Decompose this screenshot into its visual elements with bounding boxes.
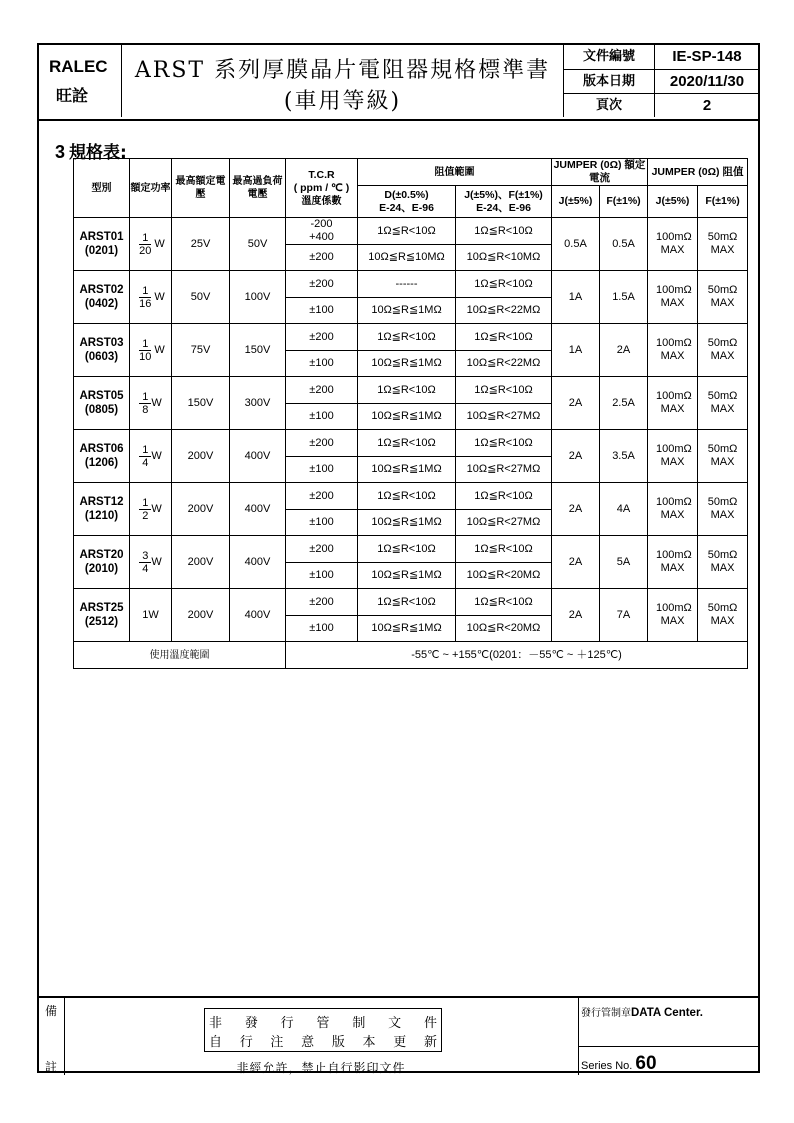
jf-range-cell: 10Ω≦R<27MΩ: [456, 510, 552, 536]
jumper-resistance-j: 100mΩ MAX: [648, 430, 698, 483]
tcr-cell: ±200: [286, 430, 358, 457]
table-row: [74, 271, 748, 298]
power-cell: [130, 536, 172, 589]
model-cell: [74, 430, 130, 483]
col-max-voltage: 最高額定電壓: [172, 159, 230, 218]
tcr-cell: ±200: [286, 245, 358, 271]
spec-table: [73, 158, 748, 669]
table-row: [74, 377, 748, 404]
version-date-value: 2020/11/30: [669, 73, 745, 90]
jf-range-cell: 1Ω≦R<10Ω: [456, 324, 552, 351]
copy-notice: 非經允許，禁止自行影印文件: [236, 1061, 406, 1075]
col-model: 型別: [74, 159, 130, 218]
power-unit: W: [154, 290, 165, 303]
power-fraction: [139, 444, 162, 469]
max-overload-cell: 50V: [230, 218, 286, 271]
tcr-cell: ±200: [286, 324, 358, 351]
series-value: 60: [635, 1053, 657, 1074]
power-fraction: [139, 391, 162, 416]
power-cell: [130, 589, 172, 642]
model-size: (1210): [84, 510, 119, 522]
d-range-cell: 1Ω≦R<10Ω: [358, 430, 456, 457]
d-range-cell: 1Ω≦R<10Ω: [358, 589, 456, 616]
jumper-current-f: 4A: [600, 483, 648, 536]
max-voltage-cell: 200V: [172, 430, 230, 483]
table-row: [74, 218, 748, 245]
meta-page: [564, 93, 760, 117]
model-size: (0402): [84, 298, 119, 310]
jumper-current-f: 5A: [600, 536, 648, 589]
tcr-cell: ±200: [286, 536, 358, 563]
jf-range-cell: 10Ω≦R<22MΩ: [456, 351, 552, 377]
tcr-cell: ±100: [286, 351, 358, 377]
col-jc-f: F(±1%): [600, 186, 648, 218]
d-tol-line1: D(±0.5%): [384, 188, 429, 201]
jf-range-cell: 1Ω≦R<10Ω: [456, 536, 552, 563]
jumper-current-j: 2A: [552, 483, 600, 536]
d-range-cell: 1Ω≦R<10Ω: [358, 218, 456, 245]
model-cell: [74, 589, 130, 642]
model-size: (0201): [84, 245, 119, 257]
issuer-area: [578, 998, 758, 1075]
col-tcr: [286, 159, 358, 218]
tcr-cell: ±100: [286, 563, 358, 589]
jf-range-cell: 1Ω≦R<10Ω: [456, 589, 552, 616]
jumper-resistance-f: 50mΩ MAX: [698, 271, 748, 324]
jumper-current-f: 2.5A: [600, 377, 648, 430]
max-overload-cell: 400V: [230, 589, 286, 642]
tcr-cell: ±100: [286, 298, 358, 324]
doc-no-value: IE-SP-148: [672, 48, 742, 65]
power-denominator: 4: [142, 456, 149, 469]
jf-range-cell: 10Ω≦R<20MΩ: [456, 563, 552, 589]
col-resistance-range: 阻值範圍: [358, 159, 552, 186]
jumper-resistance-f: 50mΩ MAX: [698, 430, 748, 483]
jumper-resistance-f: 50mΩ MAX: [698, 218, 748, 271]
jf-range-cell: 10Ω≦R<22MΩ: [456, 298, 552, 324]
jumper-resistance-j: 100mΩ MAX: [648, 271, 698, 324]
company-name-en: RALEC: [49, 57, 108, 76]
model-name: ARST06: [79, 443, 124, 455]
notice-line-2: 自行注意版本更新: [209, 1035, 437, 1050]
d-range-cell: 1Ω≦R<10Ω: [358, 536, 456, 563]
jumper-resistance-j: 100mΩ MAX: [648, 218, 698, 271]
meta-version-date: [564, 69, 760, 93]
jf-tol-line1: J(±5%)、F(±1%): [464, 188, 543, 201]
jumper-current-f: 3.5A: [600, 430, 648, 483]
col-jr-j: J(±5%): [648, 186, 698, 218]
power-fraction: [136, 285, 165, 310]
section-number: 3: [55, 142, 66, 162]
jumper-resistance-j: 100mΩ MAX: [648, 536, 698, 589]
d-range-cell: 10Ω≦R≦1MΩ: [358, 351, 456, 377]
jf-range-cell: 1Ω≦R<10Ω: [456, 377, 552, 404]
tcr-cell: ±100: [286, 510, 358, 536]
table-row: [74, 589, 748, 616]
max-overload-cell: 100V: [230, 271, 286, 324]
jf-range-cell: 1Ω≦R<10Ω: [456, 483, 552, 510]
remarks-label-bottom: 註: [45, 1060, 58, 1074]
jumper-current-f: 1.5A: [600, 271, 648, 324]
document-subtitle: (車用等級): [283, 89, 402, 114]
model-name: ARST02: [79, 284, 124, 296]
power-denominator: 16: [139, 297, 152, 310]
tcr-cell: ±100: [286, 616, 358, 642]
temp-range-value: -55℃ ~ +155℃(0201：－55℃ ~ ＋125℃): [286, 642, 748, 669]
tcr-label-zh: 溫度係數: [301, 195, 342, 207]
power-fraction: [136, 338, 165, 363]
series-box: [578, 1046, 758, 1075]
jumper-resistance-f: 50mΩ MAX: [698, 377, 748, 430]
jumper-current-f: 0.5A: [600, 218, 648, 271]
jumper-current-j: 0.5A: [552, 218, 600, 271]
tcr-cell: ±100: [286, 404, 358, 430]
power-denominator: 10: [139, 350, 152, 363]
page-label: 頁次: [564, 94, 655, 117]
d-range-cell: 10Ω≦R≦1MΩ: [358, 616, 456, 642]
power-cell: [130, 430, 172, 483]
power-unit: W: [151, 449, 162, 462]
d-range-cell: 10Ω≦R≦1MΩ: [358, 404, 456, 430]
jumper-resistance-f: 50mΩ MAX: [698, 324, 748, 377]
model-cell: [74, 271, 130, 324]
power-cell: [130, 271, 172, 324]
tcr-cell: ±200: [286, 589, 358, 616]
tcr-cell: -200 +400: [286, 218, 358, 245]
jumper-resistance-f: 50mΩ MAX: [698, 483, 748, 536]
jumper-resistance-j: 100mΩ MAX: [648, 324, 698, 377]
model-name: ARST25: [79, 602, 124, 614]
document-meta: [564, 45, 760, 117]
model-size: (1206): [84, 457, 119, 469]
col-max-overload: 最高過負荷電壓: [230, 159, 286, 218]
section-title: 規格表:: [69, 143, 127, 163]
model-cell: [74, 218, 130, 271]
tcr-cell: ±200: [286, 271, 358, 298]
model-name: ARST12: [79, 496, 124, 508]
model-cell: [74, 324, 130, 377]
spec-table-body: [74, 218, 748, 642]
control-notice-box: [204, 1008, 442, 1052]
max-overload-cell: 400V: [230, 483, 286, 536]
document-frame: [37, 43, 760, 1073]
doc-no-label: 文件編號: [564, 45, 655, 69]
power-unit: W: [151, 555, 162, 568]
tcr-unit: ( ppm / ℃ ): [293, 181, 350, 194]
power-fraction: [139, 550, 162, 575]
power-numerator: 1: [139, 391, 151, 404]
power-value: 1W: [142, 608, 159, 621]
jumper-current-j: 2A: [552, 589, 600, 642]
notice-line-1: 非發行管制文件: [209, 1016, 437, 1031]
max-overload-cell: 150V: [230, 324, 286, 377]
company-box: [39, 45, 122, 117]
power-numerator: 1: [139, 232, 151, 245]
meta-doc-no: [564, 45, 760, 69]
power-denominator: 8: [142, 403, 149, 416]
d-range-cell: 1Ω≦R<10Ω: [358, 377, 456, 404]
title-box: [122, 45, 564, 117]
issuer-name: DATA Center.: [631, 1007, 703, 1019]
d-range-cell: 10Ω≦R≦1MΩ: [358, 298, 456, 324]
jf-range-cell: 10Ω≦R<20MΩ: [456, 616, 552, 642]
max-voltage-cell: 200V: [172, 483, 230, 536]
d-range-cell: 10Ω≦R≦10MΩ: [358, 245, 456, 271]
power-fraction: [139, 497, 162, 522]
model-name: ARST01: [79, 231, 124, 243]
jf-range-cell: 1Ω≦R<10Ω: [456, 218, 552, 245]
remarks-column: [39, 998, 65, 1075]
model-cell: [74, 483, 130, 536]
d-range-cell: 1Ω≦R<10Ω: [358, 483, 456, 510]
col-jr-f: F(±1%): [698, 186, 748, 218]
power-denominator: 2: [142, 509, 149, 522]
table-row: [74, 536, 748, 563]
d-range-cell: ------: [358, 271, 456, 298]
power-numerator: 1: [139, 444, 151, 457]
remarks-label-top: 備: [45, 1004, 58, 1018]
jumper-current-f: 2A: [600, 324, 648, 377]
jumper-resistance-j: 100mΩ MAX: [648, 483, 698, 536]
model-size: (0603): [84, 351, 119, 363]
power-cell: [130, 218, 172, 271]
version-date-label: 版本日期: [564, 70, 655, 93]
d-range-cell: 10Ω≦R≦1MΩ: [358, 510, 456, 536]
issuer-label: 發行管制章: [581, 1008, 631, 1019]
power-denominator: 4: [142, 562, 149, 575]
max-voltage-cell: 25V: [172, 218, 230, 271]
jumper-resistance-f: 50mΩ MAX: [698, 536, 748, 589]
table-row: [74, 483, 748, 510]
jumper-current-j: 1A: [552, 324, 600, 377]
model-cell: [74, 536, 130, 589]
jf-range-cell: 1Ω≦R<10Ω: [456, 271, 552, 298]
jf-tol-line2: E-24、E-96: [476, 201, 531, 214]
max-voltage-cell: 200V: [172, 536, 230, 589]
company-name-zh: 旺詮: [56, 86, 89, 105]
tcr-cell: ±200: [286, 483, 358, 510]
max-voltage-cell: 75V: [172, 324, 230, 377]
model-size: (0805): [84, 404, 119, 416]
power-cell: [130, 483, 172, 536]
d-range-cell: 10Ω≦R≦1MΩ: [358, 457, 456, 483]
max-overload-cell: 400V: [230, 536, 286, 589]
tcr-title: T.C.R: [308, 168, 335, 181]
jumper-current-j: 1A: [552, 271, 600, 324]
remarks-area: [64, 998, 579, 1075]
col-jumper-resistance: JUMPER (0Ω) 阻值: [648, 159, 748, 186]
jf-range-cell: 10Ω≦R<27MΩ: [456, 404, 552, 430]
max-overload-cell: 300V: [230, 377, 286, 430]
jumper-resistance-j: 100mΩ MAX: [648, 377, 698, 430]
model-name: ARST20: [79, 549, 124, 561]
series-number: [581, 1053, 657, 1075]
temp-range-label: 使用溫度範圍: [74, 642, 286, 669]
model-cell: [74, 377, 130, 430]
power-numerator: 1: [139, 497, 151, 510]
document-title: ARST 系列厚膜晶片電阻器規格標準書: [134, 58, 551, 83]
col-jf-tolerance: [456, 186, 552, 218]
jf-range-cell: 10Ω≦R<27MΩ: [456, 457, 552, 483]
d-tol-line2: E-24、E-96: [379, 201, 434, 214]
jumper-current-j: 2A: [552, 536, 600, 589]
power-denominator: 20: [139, 244, 152, 257]
jumper-resistance-f: 50mΩ MAX: [698, 589, 748, 642]
col-d-tolerance: [358, 186, 456, 218]
power-unit: W: [154, 343, 165, 356]
model-size: (2010): [84, 563, 119, 575]
power-unit: W: [151, 396, 162, 409]
max-voltage-cell: 200V: [172, 589, 230, 642]
model-name: ARST05: [79, 390, 124, 402]
max-overload-cell: 400V: [230, 430, 286, 483]
power-cell: [130, 324, 172, 377]
issuer-stamp: [581, 1004, 703, 1019]
d-range-cell: 1Ω≦R<10Ω: [358, 324, 456, 351]
page-number: 2: [702, 97, 712, 114]
jf-range-cell: 10Ω≦R<10MΩ: [456, 245, 552, 271]
power-numerator: 1: [139, 285, 151, 298]
d-range-cell: 10Ω≦R≦1MΩ: [358, 563, 456, 589]
tcr-cell: ±100: [286, 457, 358, 483]
power-unit: W: [151, 502, 162, 515]
jumper-current-j: 2A: [552, 430, 600, 483]
jumper-current-f: 7A: [600, 589, 648, 642]
col-power: 額定功率: [130, 159, 172, 218]
power-unit: W: [154, 237, 165, 250]
jumper-current-j: 2A: [552, 377, 600, 430]
model-size: (2512): [84, 616, 119, 628]
table-row: [74, 324, 748, 351]
document-header: [39, 45, 758, 121]
model-name: ARST03: [79, 337, 124, 349]
jf-range-cell: 1Ω≦R<10Ω: [456, 430, 552, 457]
max-voltage-cell: 150V: [172, 377, 230, 430]
col-jc-j: J(±5%): [552, 186, 600, 218]
table-row: [74, 430, 748, 457]
document-footer: [39, 996, 758, 1075]
power-numerator: 3: [139, 550, 151, 563]
power-cell: [130, 377, 172, 430]
series-label: Series No.: [581, 1060, 633, 1072]
col-jumper-current: JUMPER (0Ω) 額定電流: [552, 159, 648, 186]
tcr-cell: ±200: [286, 377, 358, 404]
power-numerator: 1: [139, 338, 151, 351]
max-voltage-cell: 50V: [172, 271, 230, 324]
power-fraction: [136, 232, 165, 257]
jumper-resistance-j: 100mΩ MAX: [648, 589, 698, 642]
